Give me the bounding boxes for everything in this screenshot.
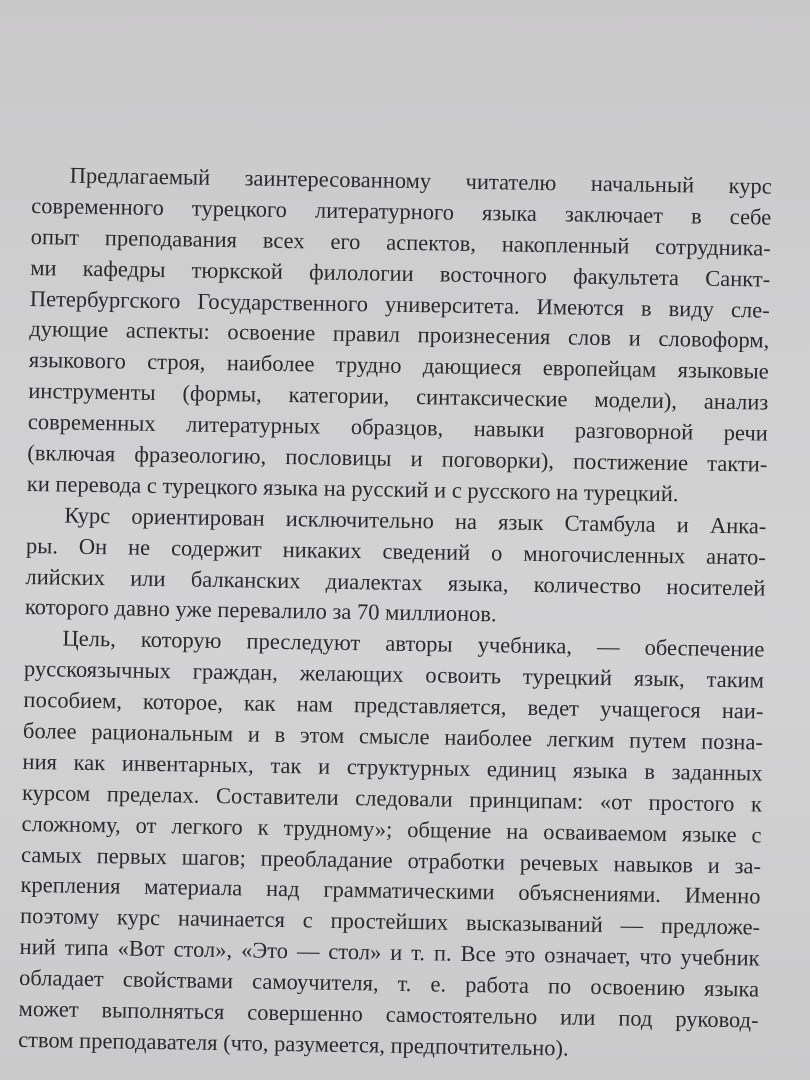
- text-line: современных литературных образцов, навыки разговорной речи: [27, 409, 768, 446]
- text-line: сложному, от легкого к трудному»; общение на осваиваемом языке с: [21, 810, 762, 848]
- text-line: ки перевода с турецкого языка на русский и с русского на турецкий.: [26, 470, 679, 507]
- paragraph-2: [25, 500, 767, 635]
- text-line: пособием, которое, как нам представляется, ведет учащегося наи-: [23, 687, 764, 724]
- text-line: Цель, которую преследуют авторы учебника, — обеспечение: [62, 625, 765, 662]
- text-line: ний типа «Вот стол», «Это — стол» и т. п. Все это означает, что учебник: [19, 934, 760, 971]
- text-line: самых первых шагов; преобладание отработки речевых навыков и за-: [20, 841, 762, 879]
- text-line: крепления материала над грамматическими объяснениями. Именно: [20, 872, 761, 910]
- text-line: ния как инвентарных, так и структурных единиц языка в заданных: [22, 748, 763, 786]
- text-line: ством преподавателя (что, разумеется, предпочтительно).: [17, 1026, 569, 1061]
- text-line: поэтому курс начинается с простейших высказываний — предложе-: [19, 903, 761, 940]
- text-line: лийских или балканских диалектах языка, количество носителей: [25, 563, 766, 601]
- text-line: обладает свойствами самоучителя, т. е. работа по освоению языка: [18, 965, 760, 1002]
- text-line: ми кафедры тюркской филологии восточного факультета Санкт-: [30, 254, 771, 292]
- text-line: Петербургского Государственного университета. Имеются в виду сле-: [29, 285, 770, 323]
- text-line: (включая фразеологию, пословицы и поговорки), постижение такти-: [27, 439, 768, 477]
- page-edge-shadow: [0, 1066, 810, 1080]
- text-line: курсом пределах. Составители следовали принципам: «от простого к: [21, 779, 763, 817]
- text-line: более рациональным и в этом смысле наиболее легким путем позна-: [22, 717, 764, 755]
- text-line: Курс ориентирован исключительно на язык Стамбула и Анка-: [64, 502, 767, 539]
- body-text: [18, 160, 772, 1067]
- text-line: дующие аспекты: освоение правил произнесения слов и словоформ,: [29, 316, 770, 354]
- text-line: опыт преподавания всех его аспектов, накопленный сотрудника-: [30, 223, 771, 261]
- text-line: инструменты (формы, категории, синтаксические модели), анализ: [28, 378, 769, 415]
- text-line: русскоязычных граждан, желающих освоить турецкий язык, таким: [23, 656, 765, 693]
- paragraph-3: [18, 623, 765, 1067]
- text-line: ры. Он не содержит никаких сведений о многочисленных анато-: [25, 532, 767, 570]
- paragraph-1: [27, 160, 772, 511]
- text-line: языкового строя, наиболее трудно дающиеся европейцам языковые: [28, 347, 769, 384]
- text-line: современного турецкого литературного языка заключает в себе: [31, 192, 772, 230]
- text-line: может выполняться совершенно самостоятельно или под руковод-: [18, 995, 759, 1033]
- text-line: Предлагаемый заинтересованному читателю начальный курс: [69, 162, 772, 199]
- text-line: которого давно уже перевалило за 70 миллионов.: [24, 594, 497, 627]
